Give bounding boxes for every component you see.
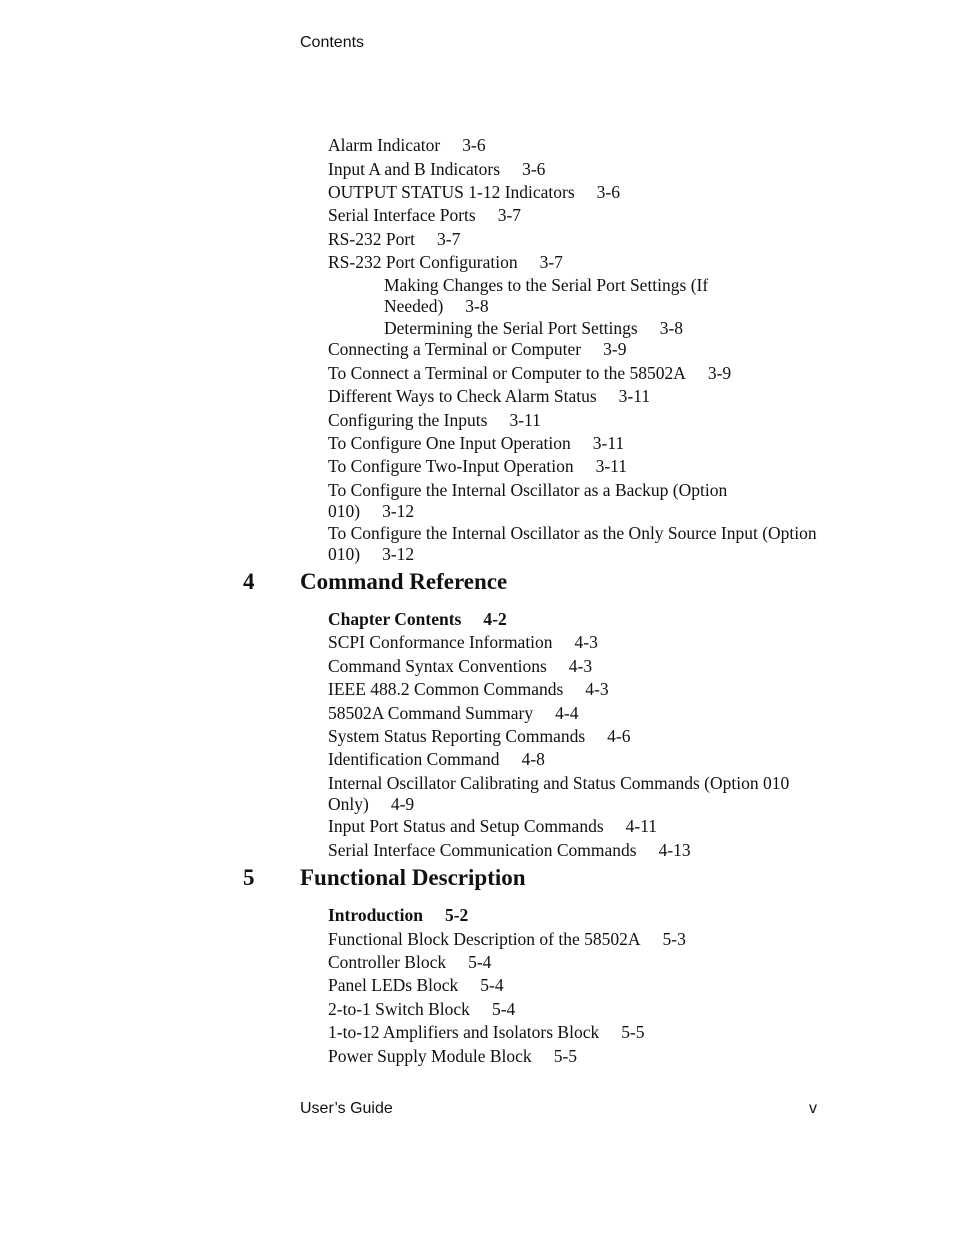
toc-entry-page: 3-11: [509, 410, 541, 430]
toc-subentry[interactable]: [384, 275, 764, 316]
toc-entry-page: 5-2: [444, 905, 469, 925]
toc-entry[interactable]: [328, 929, 863, 950]
toc-entry-page: 4-3: [585, 679, 609, 699]
toc-entry-page: 3-6: [462, 135, 486, 155]
toc-entry-title: Command Syntax Conventions: [328, 656, 547, 676]
toc-entry-title: RS-232 Port: [328, 229, 416, 249]
toc-entry[interactable]: [328, 159, 863, 180]
toc-entry-title: Controller Block: [328, 952, 447, 972]
toc-entry-page: 3-11: [618, 386, 651, 406]
toc-entry[interactable]: [328, 816, 863, 837]
toc-entry-title: Internal Oscillator Calibrating and Status Commands (Option 010 Only): [328, 773, 790, 814]
toc-entry-title: To Configure Two-Input Operation: [328, 456, 574, 476]
toc-entry[interactable]: [328, 410, 863, 431]
toc-entry-title: To Configure the Internal Oscillator as a Backup (Option 010): [328, 480, 728, 521]
toc-entry-title: System Status Reporting Commands: [328, 726, 586, 746]
toc-entry[interactable]: [328, 480, 728, 521]
toc-entry[interactable]: [328, 952, 863, 973]
toc-entry-page: 5-3: [662, 929, 686, 949]
toc-entry[interactable]: [328, 205, 863, 226]
toc-entry[interactable]: [328, 1022, 863, 1043]
toc-entry-title: To Configure the Internal Oscillator as the Only Source Input (Option 010): [328, 523, 817, 564]
toc-entry-title: To Connect a Terminal or Computer to the 58502A: [328, 363, 686, 383]
toc-entry-page: 3-7: [437, 229, 461, 249]
running-head: Contents: [300, 34, 365, 51]
toc-entry-title: OUTPUT STATUS 1-12 Indicators: [328, 182, 575, 202]
toc-entry-page: 3-11: [592, 433, 625, 453]
toc-entry-title: SCPI Conformance Information: [328, 632, 553, 652]
toc-entry[interactable]: [328, 749, 863, 770]
toc-entry-title: Chapter Contents: [328, 609, 462, 629]
toc-entry-title: To Configure One Input Operation: [328, 433, 571, 453]
toc-entry-page: 3-9: [603, 339, 627, 359]
toc-entry[interactable]: [328, 182, 863, 203]
toc-entry-title: Determining the Serial Port Settings: [384, 318, 638, 338]
toc-entry-page: 5-4: [491, 999, 516, 1019]
toc-entry-title: Input Port Status and Setup Commands: [328, 816, 604, 836]
toc-entry-title: 58502A Command Summary: [328, 703, 534, 723]
footer-guide-title: User’s Guide: [300, 1100, 393, 1117]
toc-entry-page: 4-13: [658, 840, 691, 860]
toc-entry-title: Different Ways to Check Alarm Status: [328, 386, 597, 406]
toc-entry-title: 1-to-12 Amplifiers and Isolators Block: [328, 1022, 600, 1042]
toc-entry[interactable]: [328, 456, 863, 477]
toc-entry[interactable]: [328, 905, 863, 926]
toc-entry-page: 3-7: [539, 252, 563, 272]
toc-entry-title: Identification Command: [328, 749, 500, 769]
toc-entry-title: IEEE 488.2 Common Commands: [328, 679, 564, 699]
toc-entry-page: 5-4: [480, 975, 504, 995]
toc-entry[interactable]: [328, 386, 863, 407]
toc-entry-title: Introduction: [328, 905, 423, 925]
toc-entry-page: 3-12: [382, 500, 415, 521]
toc-entry-page: 3-9: [707, 363, 732, 383]
toc-entry-page: 3-7: [497, 205, 522, 225]
toc-entry-title: Serial Interface Ports: [328, 205, 476, 225]
toc-entry-page: 4-8: [521, 749, 545, 769]
toc-entry-title: Serial Interface Communication Commands: [328, 840, 637, 860]
toc-entry[interactable]: [328, 363, 863, 384]
toc-entry[interactable]: [328, 252, 863, 273]
toc-entry-title: Input A and B Indicators: [328, 159, 501, 179]
toc-entry[interactable]: [328, 726, 863, 747]
toc-entry-page: 4-11: [625, 816, 658, 836]
footer-page-number: v: [809, 1100, 817, 1117]
toc-entry-page: 3-6: [522, 159, 546, 179]
toc-entry-page: 3-11: [595, 456, 628, 476]
toc-entry-page: 5-5: [553, 1046, 578, 1066]
toc-entry-title: Panel LEDs Block: [328, 975, 459, 995]
toc-entry-title: RS-232 Port Configuration: [328, 252, 518, 272]
chapter-title[interactable]: Functional Description: [300, 865, 526, 890]
toc-entry-page: 3-8: [465, 295, 489, 316]
toc-subentry[interactable]: [384, 318, 764, 339]
chapter-title[interactable]: Command Reference: [300, 569, 508, 594]
toc-entry-page: 3-6: [596, 182, 620, 202]
toc-entry[interactable]: [328, 679, 863, 700]
toc-entry-title: Connecting a Terminal or Computer: [328, 339, 582, 359]
toc-entry-page: 4-2: [483, 609, 507, 629]
toc-entry[interactable]: [328, 135, 863, 156]
toc-entry-page: 4-9: [390, 793, 415, 814]
toc-entry-title: Power Supply Module Block: [328, 1046, 532, 1066]
toc-entry-page: 3-12: [382, 543, 415, 564]
toc-entry[interactable]: [328, 433, 863, 454]
toc-entry[interactable]: [328, 703, 863, 724]
chapter-number: 4: [243, 569, 255, 594]
toc-entry-title: Functional Block Description of the 58502A: [328, 929, 641, 949]
toc-entry-page: 5-4: [468, 952, 492, 972]
toc-entry-page: 4-3: [568, 656, 593, 676]
toc-entry-page: 4-3: [574, 632, 598, 652]
toc-entry[interactable]: [328, 523, 828, 564]
toc-entry[interactable]: [328, 609, 863, 630]
toc-entry[interactable]: [328, 1046, 863, 1067]
toc-entry[interactable]: [328, 840, 863, 861]
toc-entry[interactable]: [328, 773, 868, 814]
toc-entry[interactable]: [328, 339, 863, 360]
toc-entry[interactable]: [328, 632, 863, 653]
toc-entry-page: 3-8: [659, 318, 684, 338]
toc-entry[interactable]: [328, 656, 863, 677]
toc-entry-page: 5-5: [621, 1022, 645, 1042]
toc-entry-page: 4-4: [555, 703, 579, 723]
chapter-number: 5: [243, 865, 255, 890]
toc-entry-title: Configuring the Inputs: [328, 410, 488, 430]
toc-entry-title: Making Changes to the Serial Port Settings (If Needed): [384, 275, 709, 316]
toc-entry[interactable]: [328, 229, 863, 250]
toc-entry-title: 2-to-1 Switch Block: [328, 999, 470, 1019]
toc-entry-title: Alarm Indicator: [328, 135, 441, 155]
toc-entry[interactable]: [328, 999, 863, 1020]
toc-entry-page: 4-6: [607, 726, 631, 746]
toc-entry[interactable]: [328, 975, 863, 996]
